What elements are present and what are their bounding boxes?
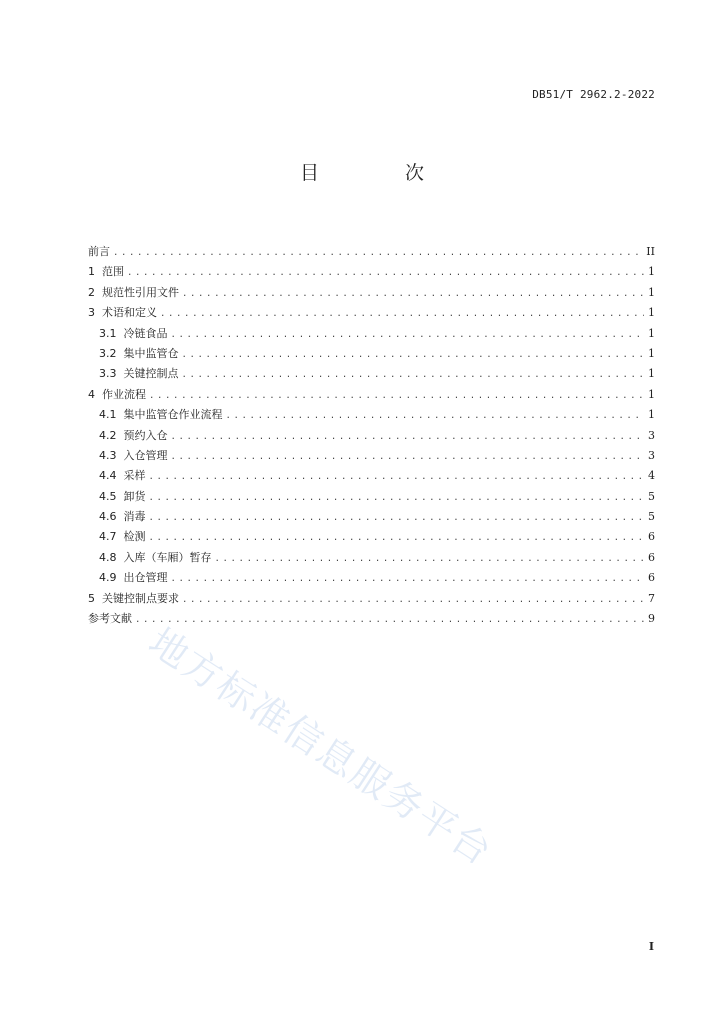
toc-entry-number: 4.5 xyxy=(99,489,117,503)
toc-entry-page: 1 xyxy=(648,387,655,401)
toc-dot-leader xyxy=(182,590,644,610)
toc-entry-page: 3 xyxy=(648,448,655,462)
toc-entry[interactable] xyxy=(88,609,655,629)
toc-entry[interactable] xyxy=(88,262,655,282)
toc-entry-label: 冷链食品 xyxy=(123,326,168,340)
toc-entry-number: 5 xyxy=(88,591,95,605)
toc-dot-leader xyxy=(135,610,644,630)
toc-entry-page: II xyxy=(646,245,655,258)
toc-entry[interactable] xyxy=(88,568,655,588)
watermark: 地方标准信息服务平台 xyxy=(141,619,501,875)
toc-entry[interactable] xyxy=(88,303,655,323)
toc-entry-number: 4.3 xyxy=(99,448,117,462)
toc-entry[interactable] xyxy=(88,385,655,405)
toc-entry-page: 6 xyxy=(648,550,655,564)
toc-entry-number: 1 xyxy=(88,265,95,279)
toc-entry-page: 1 xyxy=(648,367,655,381)
toc-entry[interactable] xyxy=(88,527,655,547)
toc-entry-page: 1 xyxy=(648,408,655,422)
toc-entry-page: 6 xyxy=(648,571,655,585)
toc-dot-leader xyxy=(171,427,645,447)
toc-dot-leader xyxy=(182,284,644,304)
toc-entry-label: 采样 xyxy=(123,469,146,483)
toc-entry-number: 4 xyxy=(88,387,95,401)
toc-entry-number: 3.2 xyxy=(99,346,117,360)
toc-entry-number: 3.3 xyxy=(99,367,117,381)
toc-entry[interactable] xyxy=(88,242,655,262)
toc-entry-label: 参考文献 xyxy=(88,612,132,626)
toc-dot-leader xyxy=(149,386,644,406)
toc-entry-label: 关键控制点要求 xyxy=(102,591,179,605)
toc-dot-leader xyxy=(127,263,644,283)
toc-entry-label: 前言 xyxy=(88,245,110,258)
toc-entry[interactable] xyxy=(88,466,655,486)
toc-entry[interactable] xyxy=(88,405,655,425)
toc-dot-leader xyxy=(182,365,645,385)
toc-dot-leader xyxy=(171,569,645,589)
toc-entry-page: 1 xyxy=(648,285,655,299)
toc-entry[interactable] xyxy=(88,589,655,609)
toc-entry[interactable] xyxy=(88,507,655,527)
page-number: I xyxy=(648,940,654,953)
toc-entry-number: 4.2 xyxy=(99,428,117,442)
toc-entry-label: 入库（车厢）暂存 xyxy=(123,550,212,564)
toc-entry-number: 3 xyxy=(88,306,95,320)
toc-entry-page: 5 xyxy=(648,489,655,503)
toc-dot-leader xyxy=(171,325,645,345)
toc-dot-leader xyxy=(149,488,645,508)
toc-entry-number: 4.1 xyxy=(99,408,117,422)
toc-entry-number: 4.4 xyxy=(99,469,117,483)
page-title: 目 次 xyxy=(299,162,465,184)
toc-entry-page: 1 xyxy=(648,346,655,360)
toc-dot-leader xyxy=(226,406,645,426)
toc-entry-label: 检测 xyxy=(123,530,146,544)
toc-entry[interactable] xyxy=(88,426,655,446)
toc-entry-page: 4 xyxy=(648,469,655,483)
toc-entry-label: 集中监管仓作业流程 xyxy=(123,408,223,422)
toc-entry[interactable] xyxy=(88,364,655,384)
toc-dot-leader xyxy=(113,243,643,263)
toc-entry-label: 范围 xyxy=(102,265,124,279)
toc-dot-leader xyxy=(215,549,645,569)
table-of-contents xyxy=(88,242,655,629)
toc-entry-label: 入仓管理 xyxy=(123,448,168,462)
toc-entry-label: 卸货 xyxy=(123,489,146,503)
toc-entry-page: 1 xyxy=(648,306,655,320)
toc-entry-number: 4.9 xyxy=(99,571,117,585)
toc-entry[interactable] xyxy=(88,487,655,507)
toc-dot-leader xyxy=(149,467,645,487)
toc-dot-leader xyxy=(160,304,644,324)
toc-entry-page: 1 xyxy=(648,265,655,279)
toc-dot-leader xyxy=(149,528,645,548)
toc-entry-label: 规范性引用文件 xyxy=(102,285,179,299)
toc-entry-page: 9 xyxy=(648,612,655,626)
toc-entry-label: 出仓管理 xyxy=(123,571,168,585)
toc-dot-leader xyxy=(171,447,645,467)
toc-dot-leader xyxy=(149,508,645,528)
toc-entry-page: 7 xyxy=(648,591,655,605)
toc-entry-number: 4.7 xyxy=(99,530,117,544)
toc-entry-label: 术语和定义 xyxy=(102,306,157,320)
toc-entry-page: 3 xyxy=(648,428,655,442)
toc-entry-label: 关键控制点 xyxy=(123,367,179,381)
toc-entry-page: 5 xyxy=(648,510,655,524)
document-code: DB51/T 2962.2-2022 xyxy=(532,88,655,101)
toc-entry-number: 3.1 xyxy=(99,326,117,340)
toc-entry[interactable] xyxy=(88,344,655,364)
toc-dot-leader xyxy=(182,345,645,365)
toc-entry[interactable] xyxy=(88,283,655,303)
toc-entry[interactable] xyxy=(88,548,655,568)
toc-entry-label: 作业流程 xyxy=(102,387,146,401)
toc-entry-page: 6 xyxy=(648,530,655,544)
toc-entry-label: 消毒 xyxy=(123,510,146,524)
toc-entry-page: 1 xyxy=(648,326,655,340)
toc-entry-number: 4.8 xyxy=(99,550,117,564)
toc-entry-number: 4.6 xyxy=(99,510,117,524)
toc-entry[interactable] xyxy=(88,446,655,466)
toc-entry[interactable] xyxy=(88,324,655,344)
toc-entry-label: 集中监管仓 xyxy=(123,346,179,360)
toc-entry-number: 2 xyxy=(88,285,95,299)
toc-entry-label: 预约入仓 xyxy=(123,428,168,442)
